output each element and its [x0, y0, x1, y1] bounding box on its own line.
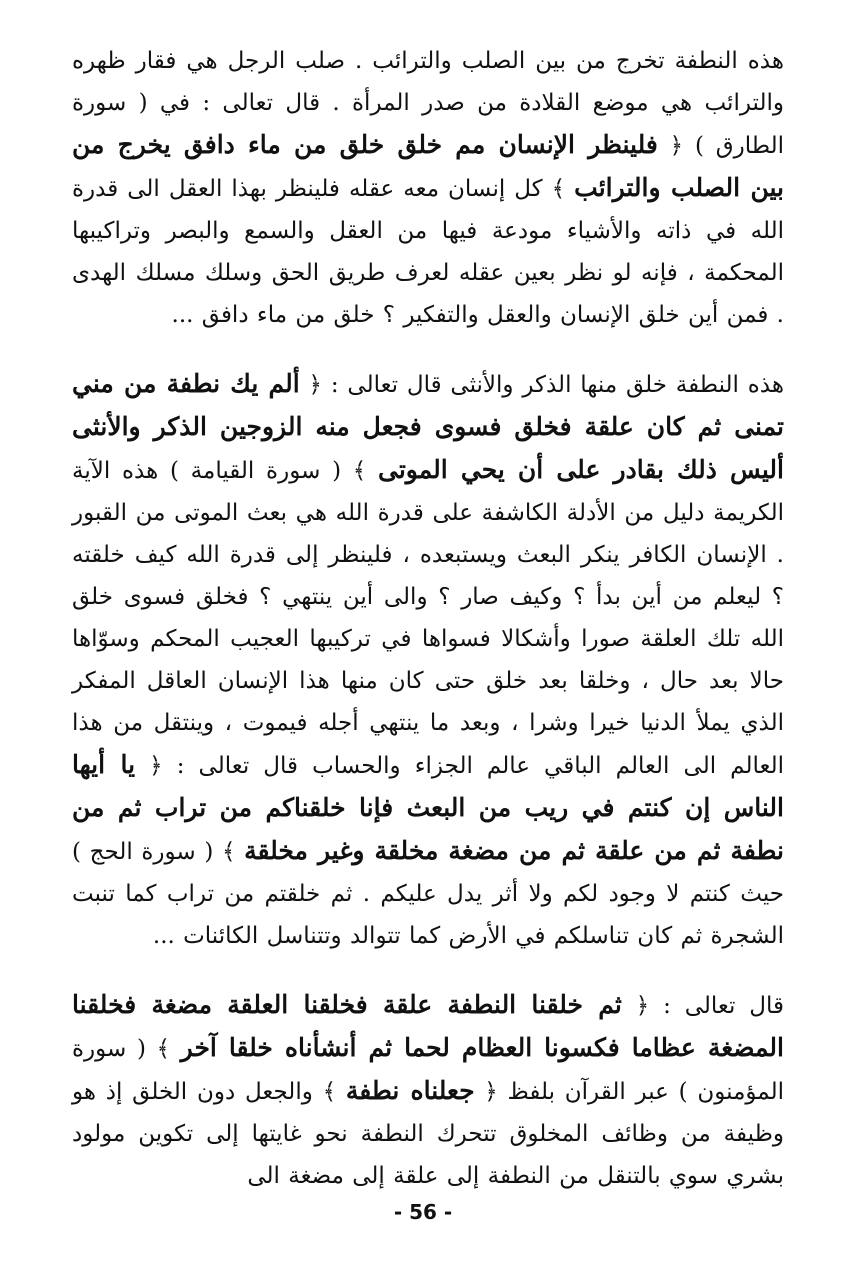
paragraph-text: ﴾ ( سورة المؤمنون ) عبر القرآن بلفظ ﴿: [72, 1036, 784, 1105]
paragraph-text: هذه النطفة تخرج من بين الصلب والترائب . صلب الرجل هي فقار ظهره والترائب هي موضع القلادة من صدر المرأة . قال تعالى : في ( سورة الطارق ) ﴿: [72, 48, 785, 159]
quran-verse: جعلناه نطفة: [345, 1076, 475, 1105]
paragraph-text: قال تعالى : ﴿: [621, 993, 784, 1019]
paragraph-3: [72, 984, 784, 1197]
paragraph-text: هذه النطفة خلق منها الذكر والأنثى قال تعالى : ﴿: [299, 372, 784, 398]
book-page: [72, 40, 784, 1197]
quran-verse: فلينظر الإنسان مم خلق خلق من ماء دافق يخرج من بين الصلب والترائب: [72, 130, 784, 202]
paragraph-2: [72, 363, 784, 957]
quran-verse: ألم يك نطفة من مني تمنى ثم كان علقة فخلق فسوى فجعل منه الزوجين الذكر والأنثى أليس ذلك بقادر على أن يحي الموتى: [72, 369, 784, 484]
paragraph-1: [72, 40, 784, 336]
paragraph-text: ﴾ ( سورة القيامة ) هذه الآية الكريمة دليل من الأدلة الكاشفة على قدرة الله هي بعث الموتى من القبور . الإنسان الكافر ينكر البعث ويستبعده ، فلينظر إلى قدرة الله كيف خلقته ؟ ليعلم من أين بدأ ؟ وكيف صار ؟ والى أين ينتهي ؟ فخلق فسوى خلق الله تلك العلقة صورا وأشكالا فسواها في تركيبها العجيب المحكم وسوّاها حالا بعد حال ، وخلقا بعد خلق حتى كان منها هذا الإنسان العاقل المفكر الذي يملأ الدنيا خيرا وشرا ، وبعد ما ينتهي أجله فيموت ، وينتقل من هذا العالم الى العالم الباقي عالم الجزاء والحساب قال تعالى : ﴿: [72, 458, 784, 779]
paragraph-text: ﴾ والجعل دون الخلق إذ هو وظيفة من وظائف المخلوق تتحرك النطفة نحو غايتها إلى تكوين مولود بشري سوي بالتنقل من النطفة إلى علقة إلى مضغة الى: [72, 1079, 784, 1189]
paragraph-text: ﴾ كل إنسان معه عقله فلينظر بهذا العقل الى قدرة الله في ذاته والأشياء مودعة فيها من العقل والسمع والبصر وتراكيبها المحكمة ، فإنه لو نظر بعين عقله لعرف طريق الحق وسلك مسلك الهدى . فمن أين خلق الإنسان والعقل والتفكير ؟ خلق من ماء دافق ...: [72, 176, 784, 328]
quran-verse: ثم خلقنا النطفة علقة فخلقنا العلقة مضغة فخلقنا المضغة عظاما فكسونا العظام لحما ثم أنشأناه خلقا آخر: [72, 990, 784, 1062]
paragraph-text: ﴾ ( سورة الحج ) حيث كنتم لا وجود لكم ولا أثر يدل عليكم . ثم خلقتم من تراب كما تنبت الشجرة ثم كان تناسلكم في الأرض كما تتوالد وتتناسل الكائنات ...: [72, 839, 784, 949]
page-number: - 56 -: [393, 1200, 453, 1224]
quran-verse: يا أيها الناس إن كنتم في ريب من البعث فإنا خلقناكم من تراب ثم من نطفة ثم من علقة ثم من مضغة مخلقة وغير مخلقة: [72, 750, 784, 865]
